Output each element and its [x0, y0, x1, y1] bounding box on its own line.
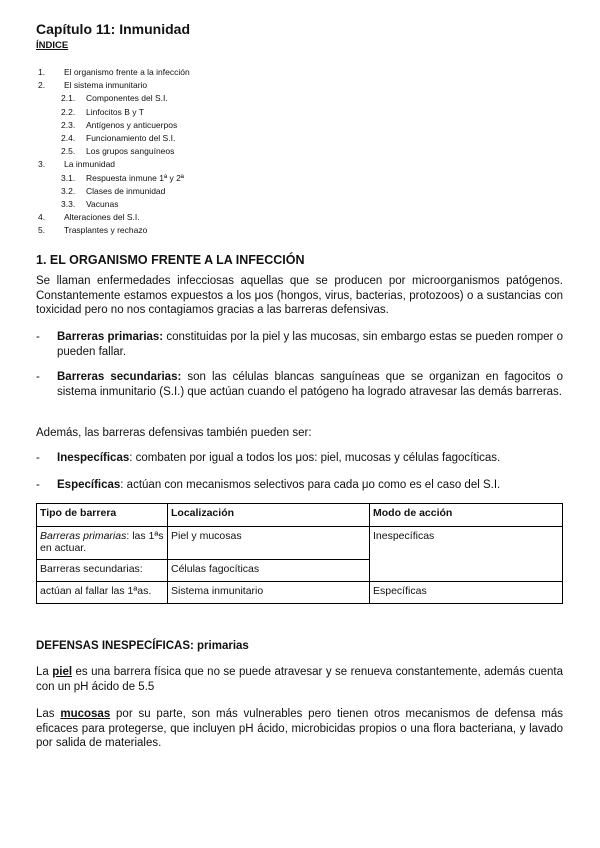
table-header-cell: Tipo de barrera — [37, 504, 168, 527]
table-header-row — [37, 504, 563, 527]
paragraph-mucosas: Las mucosas por su parte, son más vulnerables pero tienen otros mecanismos de defensa más eficaces para protegerse, que incluyen pH ácido, microbicidas propios o una flora bacteriana, y lavado por salida de materiales. — [36, 708, 563, 749]
term-piel: piel — [52, 666, 73, 678]
bullet-item: - Específicas: actúan con mecanismos selectivos para cada μo como es el caso del S.I. — [36, 479, 501, 491]
bullet-text: constituidas por la piel y las mucosas, sin embargo estas se pueden romper o pueden fallar. — [57, 331, 564, 358]
intro-paragraph: Se llaman enfermedades infecciosas aquellas que se producen por microorganismos patógenos. Constantemente estamos expuestos a los μos (hongos, virus, bacterias, protozoos) o a sustancias con toxicidad pero no nos contagiamos gracias a las barreras defensivas. — [36, 275, 563, 316]
barriers-table — [36, 503, 563, 604]
table-cell: Barreras secundarias: — [37, 560, 168, 582]
table-cell: actúan al fallar las 1ªas. — [37, 582, 168, 604]
section-heading: 1. EL ORGANISMO FRENTE A LA INFECCIÓN — [36, 253, 305, 267]
index-label: ÍNDICE — [36, 40, 69, 51]
bullet-term: Barreras primarias: — [57, 331, 164, 343]
table-cell: Células fagocíticas — [168, 560, 370, 582]
term-mucosas: mucosas — [60, 708, 111, 720]
subsection-heading: DEFENSAS INESPECÍFICAS: primarias — [36, 640, 249, 652]
table-header-cell: Modo de acción — [370, 504, 563, 527]
bullet-term: Inespecíficas — [57, 452, 130, 464]
table-row — [37, 582, 563, 604]
table-cell: Piel y mucosas — [168, 527, 370, 560]
paragraph-piel: La piel es una barrera física que no se puede atravesar y se renueva constantemente, además cuenta con un pH ácido de 5.5 — [36, 666, 563, 693]
table-cell: Barreras primarias: las 1ªs en actuar. — [37, 527, 168, 560]
table-cell: Sistema inmunitario — [168, 582, 370, 604]
bullet-text: : combaten por igual a todos los μos: piel, mucosas y células fagocíticas. — [129, 452, 501, 464]
bullet-term: Específicas — [57, 479, 121, 491]
bullet-text: son las células blancas sanguíneas que se organizan en fagocitos o sistema inmunitario (S.I.) que actúan cuando el patógeno ha logrado atravesar las demás barreras. — [57, 371, 563, 398]
table-header-cell: Localización — [168, 504, 370, 527]
table-cell: Específicas — [370, 582, 563, 604]
bullet-text: : actúan con mecanismos selectivos para cada μo como es el caso del S.I. — [120, 479, 501, 491]
paragraph: Además, las barreras defensivas también pueden ser: — [36, 427, 312, 439]
bullet-term: Barreras secundarias: — [57, 371, 182, 383]
document-page: Capítulo 11: Inmunidad ÍNDICE 1. El organismo frente a la infección 2. El sistema inmunitario 2.1. Componentes del S.I. 2.2. Linfocitos B y T 2.3. Antígenos y anticuerpos 2.4. Funcionamiento del S.I. 2.5. Los grupos sanguíneos 3. La inmunidad 3.1. Respuesta inmune 1ª y 2ª 3.2. Clases de inmunidad 3.3. Vacunas 4. Alteraciones del S.I. 5. Trasplantes y rechazo 1. EL ORGANISMO FRENTE A LA INFECCIÓN Se llaman enfermedades infecciosas aquellas que se producen por microorganismos patógenos. Constantemente estamos expuestos a los μos (hongos, virus, bacterias, protozoos) o a sustancias con toxicidad pero no nos contagiamos gracias a las barreras defensivas. - Barreras primarias: constituidas por la piel y las mucosas, sin embargo estas se pueden romper o pueden fallar. - Barreras secundarias: son las células blancas sanguíneas que se organizan en fagocitos o sistema inmunitario (S.I.) que actúan cuando el patógeno ha logrado atravesar las demás barreras. Además, las barreras defensivas también pueden ser: - Inespecíficas: combaten por igual a todos los μos: piel, mucosas y células fagocíticas. - Específicas: actúan con mecanismos selectivos para cada μo como es el caso del S.I. Tipo de barrera Localización Modo de acción Barreras primarias: las 1ªs en actuar. Piel y mucosas Inespecíficas Barreras secundarias: Células fagocíticas actúan al fallar las 1ªas. Sistema inmunitario Específicas DEFENSAS INESPECÍFICAS: primarias La piel es una barrera física que no se puede atravesar y se renueva constantemente, además cuenta con un pH ácido de 5.5 Las mucosas por su parte, son más vulnerables pero tienen otros mecanismos de defensa más eficaces para protegerse, que incluyen pH ácido, microbicidas propios o una flora bacteriana, y lavado por salida de materiales. — [36, 21, 564, 749]
bullet-item: - Barreras secundarias: son las células blancas sanguíneas que se organizan en fagocitos o sistema inmunitario (S.I.) que actúan cuando el patógeno ha logrado atravesar las demás barreras. — [36, 371, 563, 398]
chapter-title: Capítulo 11: Inmunidad — [36, 21, 191, 37]
table-cell: Inespecíficas — [370, 527, 563, 582]
table-row — [37, 527, 563, 560]
bullet-item: - Inespecíficas: combaten por igual a todos los μos: piel, mucosas y células fagocíticas. — [36, 452, 501, 464]
bullet-item: - Barreras primarias: constituidas por la piel y las mucosas, sin embargo estas se pueden romper o pueden fallar. — [36, 331, 564, 358]
